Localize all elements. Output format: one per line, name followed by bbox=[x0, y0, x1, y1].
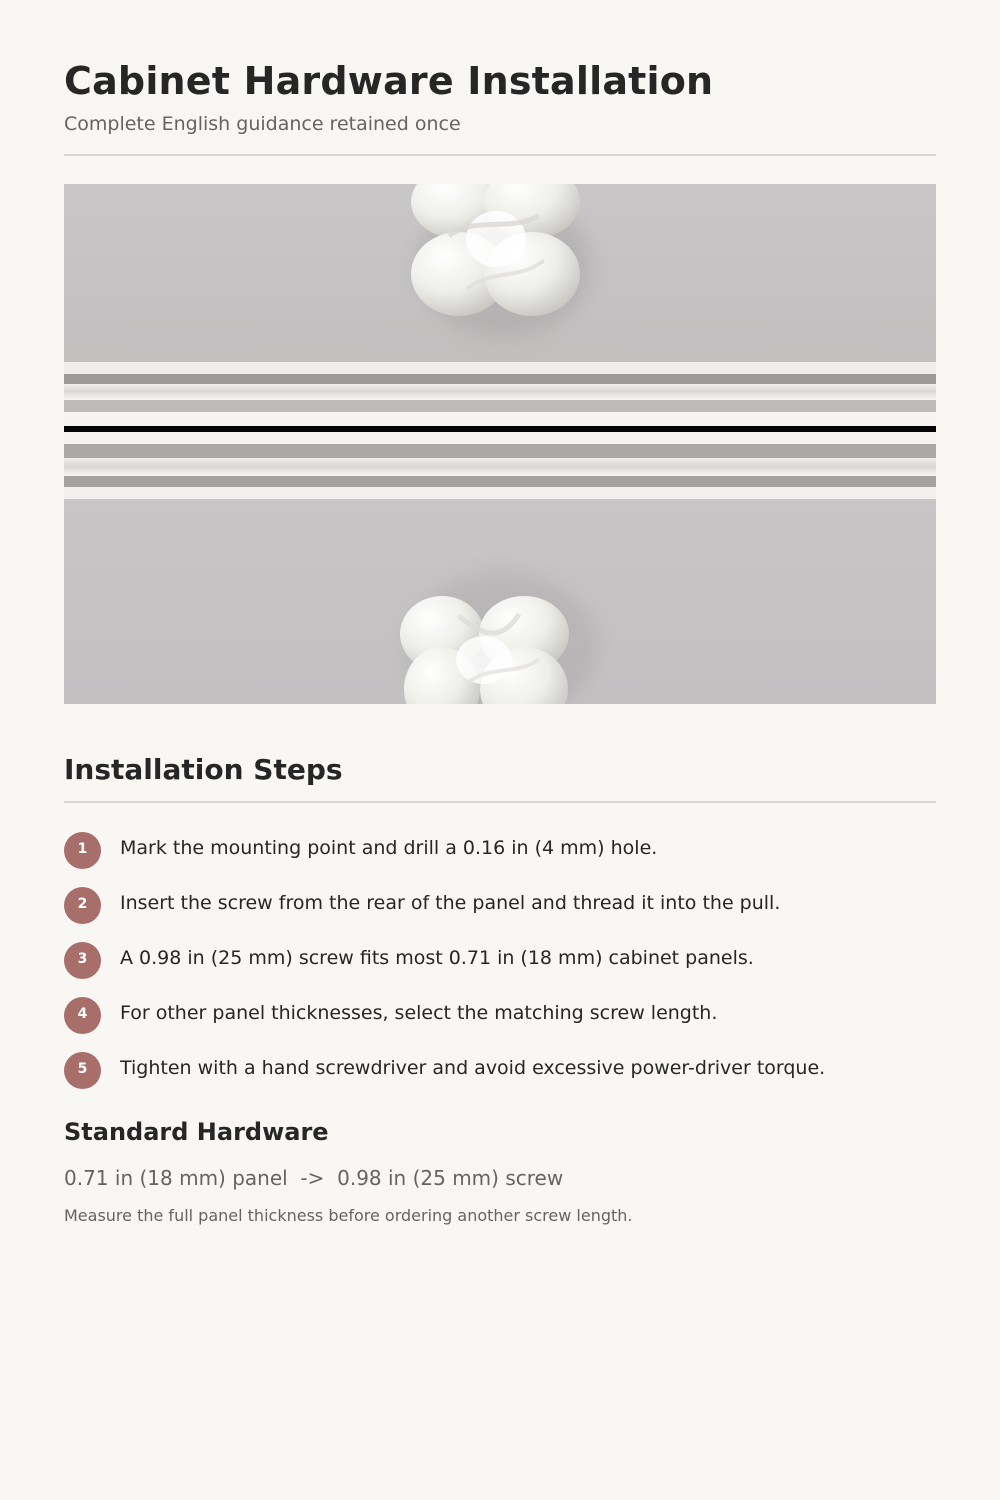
cabinet-knob-photo bbox=[64, 184, 936, 704]
step-number-badge: 4 bbox=[64, 997, 101, 1034]
step-number-badge: 3 bbox=[64, 942, 101, 979]
standard-hardware-heading: Standard Hardware bbox=[64, 1118, 329, 1146]
step-instruction-text: Mark the mounting point and drill a 0.16 in (4 mm) hole. bbox=[120, 837, 658, 859]
cabinet-knob-illustration bbox=[64, 184, 936, 704]
installation-step-3 bbox=[64, 942, 936, 997]
page-title: Cabinet Hardware Installation bbox=[64, 59, 714, 103]
step-number-badge: 1 bbox=[64, 832, 101, 869]
installation-section-divider bbox=[64, 801, 936, 803]
installation-step-5 bbox=[64, 1052, 936, 1107]
installation-step-1 bbox=[64, 832, 936, 887]
standard-hardware-specification: 0.71 in (18 mm) panel -> 0.98 in (25 mm) screw bbox=[64, 1166, 564, 1190]
installation-steps-list bbox=[64, 832, 936, 1107]
step-instruction-text: Tighten with a hand screwdriver and avoid excessive power-driver torque. bbox=[120, 1057, 826, 1079]
step-instruction-text: A 0.98 in (25 mm) screw fits most 0.71 in (18 mm) cabinet panels. bbox=[120, 947, 754, 969]
installation-steps-heading: Installation Steps bbox=[64, 753, 343, 786]
screw-length-note: Measure the full panel thickness before ordering another screw length. bbox=[64, 1206, 633, 1225]
page-subtitle: Complete English guidance retained once bbox=[64, 113, 461, 135]
installation-step-2 bbox=[64, 887, 936, 942]
step-number-badge: 5 bbox=[64, 1052, 101, 1089]
header-divider bbox=[64, 154, 936, 156]
upper-flower-knob-icon bbox=[411, 184, 580, 316]
installation-step-4 bbox=[64, 997, 936, 1052]
step-instruction-text: For other panel thicknesses, select the matching screw length. bbox=[120, 1002, 718, 1024]
step-instruction-text: Insert the screw from the rear of the panel and thread it into the pull. bbox=[120, 892, 781, 914]
step-number-badge: 2 bbox=[64, 887, 101, 924]
